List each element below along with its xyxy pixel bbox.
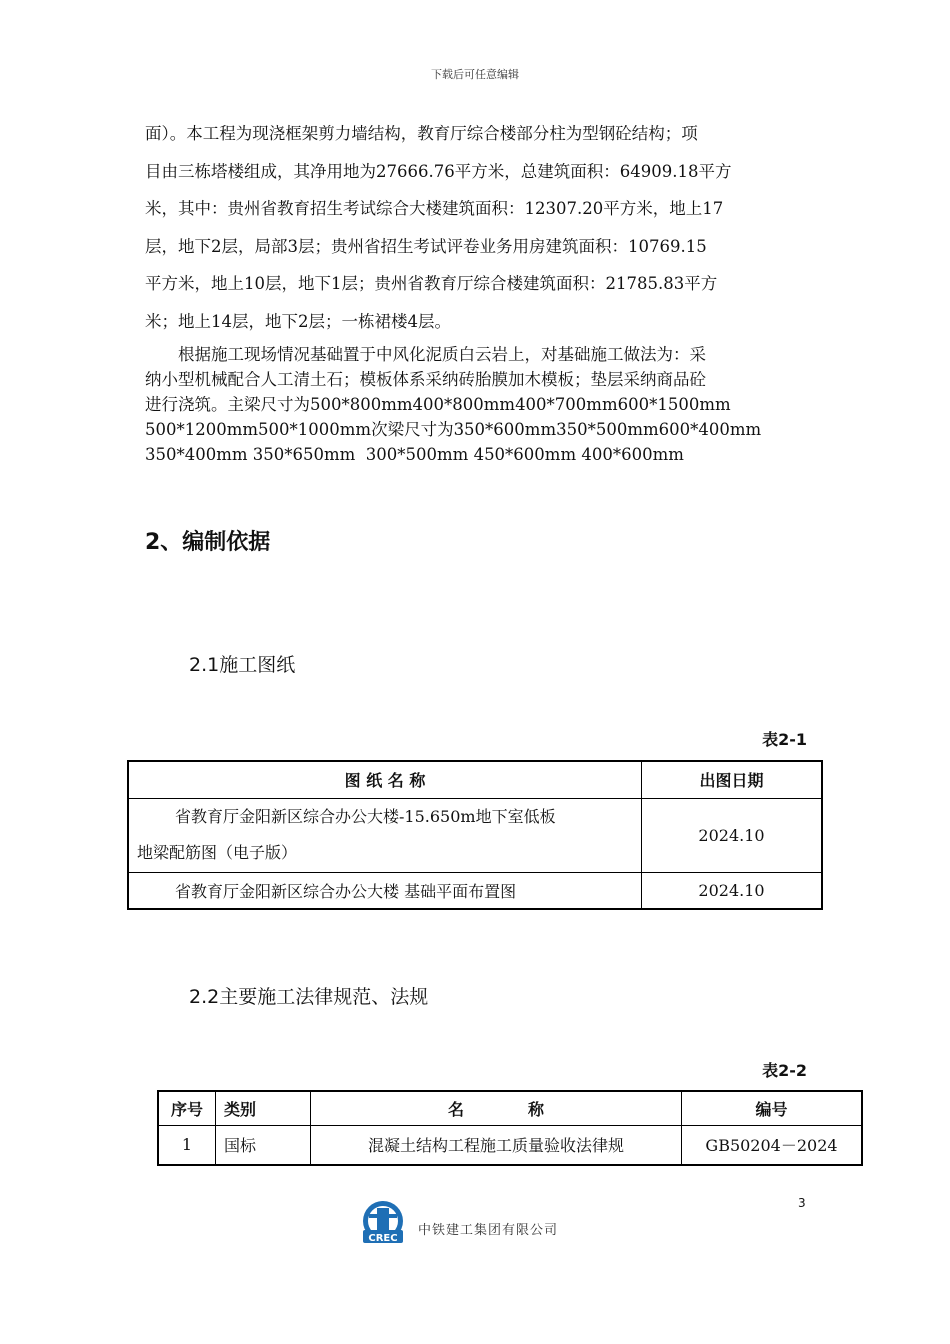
overview-line-5: 平方米，地上10层，地下1层；贵州省教育厅综合楼建筑面积：21785.83平方: [145, 274, 718, 293]
justified-word: 进: [145, 395, 162, 414]
regulations-header-no: 序号: [158, 1091, 216, 1125]
regulations-table: [157, 1090, 863, 1166]
justified-word: 主: [227, 395, 244, 414]
justified-word: 次: [371, 420, 388, 439]
header-note: 下载后可任意编辑: [431, 68, 519, 81]
svg-text:CREC: CREC: [368, 1233, 398, 1244]
overview-line-6: 米；地上14层，地下2层；一栋裙楼4层。: [145, 311, 451, 331]
foundation-line-5: 350*400mm 350*650mm 300*500mm 450*600mm 400*600mm: [145, 445, 684, 464]
drawings-table: [127, 760, 823, 910]
justified-word: 寸: [277, 395, 294, 414]
overview-line-2: 目由三栋塔楼组成，其净用地为27666.76平方米，总建筑面积：64909.18平方: [145, 161, 732, 181]
justified-word: 行: [161, 395, 178, 414]
drawings-header-name: 图 纸 名 称: [128, 761, 642, 798]
foundation-line-3: [145, 392, 810, 417]
justified-word: 为: [437, 420, 454, 439]
regulations-header-category: 类别: [216, 1091, 311, 1125]
drawing-name-cell: [128, 798, 642, 872]
drawing-date-cell: 2024.10: [642, 798, 823, 872]
regulation-name-cell: 混凝土结构工程施工质量验收法律规: [311, 1125, 682, 1165]
crec-logo-icon: [357, 1200, 409, 1246]
justified-word: 尺: [404, 420, 421, 439]
justified-word: 寸: [420, 420, 438, 439]
regulations-header-code: 编号: [682, 1091, 863, 1125]
foundation-paragraph: [145, 342, 810, 467]
foundation-line-1: 根据施工现场情况基础置于中风化泥质白云岩上，对基础施工做法为：采: [178, 345, 706, 364]
section-2-heading: 2、编制依据: [145, 530, 271, 555]
justified-word: 600*400mm: [658, 420, 762, 439]
drawing-date-cell: 2024.10: [642, 872, 823, 909]
table-row: [128, 798, 822, 872]
justified-word: 。: [211, 395, 228, 414]
regulation-category-cell: 国标: [216, 1125, 311, 1165]
overview-line-4: 层，地下2层，局部3层；贵州省招生考试评卷业务用房建筑面积：10769.15: [145, 236, 707, 256]
justified-word: 筑: [194, 395, 211, 414]
drawing-name-cell: [128, 872, 642, 909]
foundation-line-2: 纳小型机械配合人工清土石；模板体系采纳砖胎膜加木模板；垫层采纳商品砼: [145, 370, 706, 389]
regulation-no-cell: 1: [158, 1125, 216, 1165]
justified-word: 500*800mm: [310, 395, 413, 414]
drawing-name-line: 地梁配筋图（电子版）: [137, 843, 298, 862]
justified-word: 400*700mm: [515, 395, 618, 414]
justified-word: 梁: [387, 420, 405, 439]
justified-word: 500*1000mm: [258, 420, 372, 439]
regulation-code-cell: GB50204－2024: [682, 1125, 863, 1165]
justified-word: 尺: [260, 395, 277, 414]
regulations-header-name: 名 称: [311, 1091, 682, 1125]
section-2-1-heading: 2.1施工图纸: [189, 654, 296, 676]
justified-word: 500*1200mm: [145, 420, 259, 439]
justified-word: 600*1500mm: [617, 395, 731, 414]
drawing-name-line: 省教育厅金阳新区综合办公大楼 基础平面布置图: [175, 881, 517, 901]
project-overview-paragraph: [145, 115, 810, 340]
drawings-header-date: 出图日期: [642, 761, 823, 798]
section-2-2-heading: 2.2主要施工法律规范、法规: [189, 986, 429, 1008]
overview-line-3: 米，其中：贵州省教育招生考试综合大楼建筑面积：12307.20平方米，地上17: [145, 199, 724, 218]
justified-word: 梁: [244, 395, 261, 414]
justified-word: 350*500mm: [556, 420, 659, 439]
justified-word: 400*800mm: [412, 395, 516, 414]
justified-word: 浇: [178, 395, 195, 414]
table-row: [158, 1125, 862, 1165]
table-2-1-caption: 表2-1: [762, 730, 807, 749]
company-name: 中铁建工集团有限公司: [418, 1223, 559, 1238]
table-2-2-caption: 表2-2: [762, 1061, 807, 1080]
page-number: 3: [798, 1196, 806, 1210]
table-row: [128, 872, 822, 909]
foundation-line-4: [145, 417, 810, 442]
overview-line-1: 面）。本工程为现浇框架剪力墙结构，教育厅综合楼部分柱为型钢砼结构；项: [145, 124, 698, 143]
justified-word: 350*600mm: [453, 420, 557, 439]
justified-word: 为: [293, 395, 310, 414]
drawing-name-line: 省教育厅金阳新区综合办公大楼-15.650m地下室低板: [175, 807, 556, 826]
